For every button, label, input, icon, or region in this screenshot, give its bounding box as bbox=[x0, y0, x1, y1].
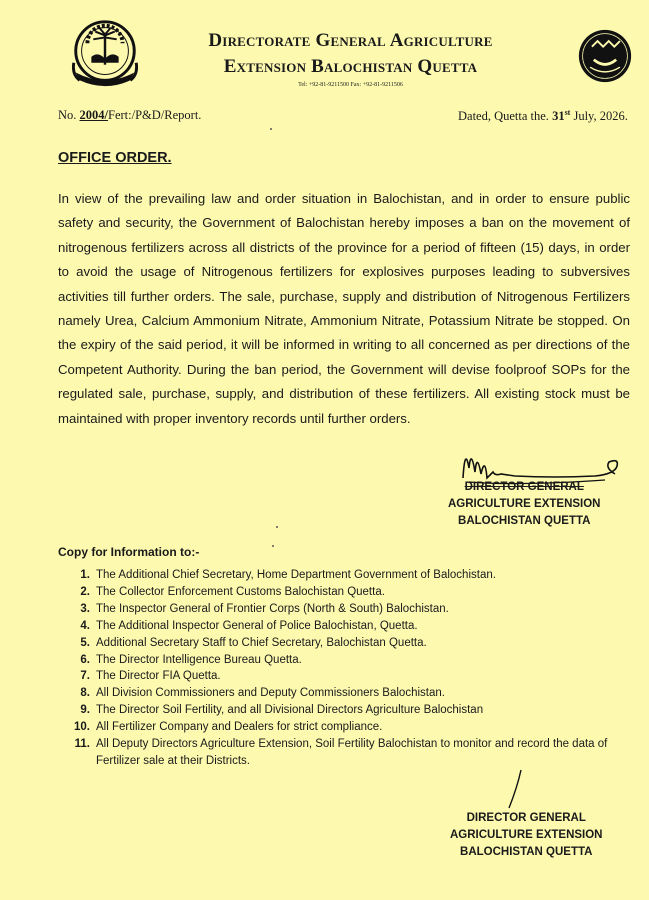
date-day-suffix: st bbox=[564, 108, 571, 117]
copy-distribution-list bbox=[58, 567, 630, 770]
list-item-text: The Director Intelligence Bureau Quetta. bbox=[96, 653, 302, 666]
list-item-number: 7. bbox=[80, 670, 90, 683]
list-item bbox=[58, 736, 630, 770]
list-item bbox=[58, 635, 630, 652]
signature-block-bottom bbox=[450, 810, 603, 861]
list-item-text: All Division Commissioners and Deputy Commissioners Balochistan. bbox=[96, 687, 445, 700]
list-item-text: The Additional Inspector General of Police Balochistan, Quetta. bbox=[96, 619, 418, 632]
organization-name-line2: Extension Balochistan Quetta bbox=[223, 56, 478, 77]
paper-speck bbox=[272, 545, 274, 547]
signatory-location: BALOCHISTAN QUETTA bbox=[460, 846, 593, 858]
list-item bbox=[58, 719, 630, 736]
list-item-number: 4. bbox=[80, 619, 90, 632]
list-item-text: The Inspector General of Frontier Corps (North & South) Balochistan. bbox=[96, 602, 449, 615]
copy-distribution-heading: Copy for Information to:- bbox=[58, 545, 200, 559]
date-day: 31 bbox=[552, 109, 565, 124]
organization-name-line1: Directorate General Agriculture bbox=[208, 30, 493, 51]
list-item-number: 9. bbox=[80, 704, 90, 717]
list-item-text: The Director Soil Fertility, and all Divisional Directors Agriculture Balochistan bbox=[96, 704, 484, 717]
reference-prefix: No. bbox=[58, 108, 80, 122]
list-item-text: All Deputy Directors Agriculture Extension, Soil Fertility Balochistan to monitor and record the data of Fertilizer sale at their Districts. bbox=[96, 738, 608, 767]
reference-number bbox=[58, 108, 201, 123]
list-item-text: The Collector Enforcement Customs Balochistan Quetta. bbox=[96, 585, 385, 598]
issue-date bbox=[458, 108, 628, 124]
signatory-location: BALOCHISTAN QUETTA bbox=[458, 515, 591, 527]
signature-block-top bbox=[448, 479, 601, 530]
list-item bbox=[58, 685, 630, 702]
reference-suffix: Fert:/P&D/Report. bbox=[108, 108, 202, 122]
list-item-text: All Fertilizer Company and Dealers for strict compliance. bbox=[96, 721, 383, 734]
signatory-title: DIRECTOR GENERAL bbox=[466, 812, 586, 824]
list-item-number: 5. bbox=[80, 636, 90, 649]
office-order-body: In view of the prevailing law and order situation in Balochistan, and in order to ensure public safety and security, the Government of Balochistan hereby imposes a ban on the movement of nitrogenous fertilizers across all districts of the province for a period of fifteen (15) days, in order to avoid the usage of Nitrogenous fertilizers for explosives purposes leading to subversives activities till further orders. The sale, purchase, supply and distribution of Nitrogenous Fertilizers namely Urea, Calcium Ammonium Nitrate, Ammonium Nitrate, Potassium Nitrate be stopped. On the expiry of the said period, it will be informed in writing to all concerned as per directions of the Competent Authority. During the ban period, the Government will devise foolproof SOPs for the regulated sale, purchase, supply, and distribution of these fertilizers. All existing stock must be maintained with proper inventory records until further orders. bbox=[58, 191, 630, 426]
list-item-text: The Additional Chief Secretary, Home Department Government of Balochistan. bbox=[96, 569, 496, 581]
signatory-department: AGRICULTURE EXTENSION bbox=[448, 498, 601, 510]
list-item bbox=[58, 601, 630, 618]
list-item-number: 8. bbox=[80, 687, 90, 700]
list-item bbox=[58, 567, 630, 584]
paper-speck bbox=[276, 526, 278, 528]
list-item bbox=[58, 702, 630, 719]
list-item-number: 1. bbox=[80, 569, 90, 581]
date-month-year: July, 2026. bbox=[570, 109, 628, 124]
contact-line: Tel: +92-81-9211500 Fax: +92-81-9211506 bbox=[298, 82, 403, 88]
list-item bbox=[58, 584, 630, 601]
paper-speck bbox=[270, 128, 272, 130]
list-item-number: 11. bbox=[74, 738, 90, 751]
list-item-number: 3. bbox=[80, 602, 90, 615]
list-item-text: The Director FIA Quetta. bbox=[96, 670, 221, 683]
signatory-department: AGRICULTURE EXTENSION bbox=[450, 829, 603, 841]
list-item-text: Additional Secretary Staff to Chief Secretary, Balochistan Quetta. bbox=[96, 636, 427, 649]
list-item-number: 6. bbox=[80, 653, 90, 666]
signature-stroke bbox=[505, 768, 525, 810]
reference-number-value: 2004/ bbox=[79, 108, 109, 122]
date-prefix: Dated, Quetta the. bbox=[458, 109, 553, 124]
list-item bbox=[58, 668, 630, 685]
balochistan-government-emblem-icon bbox=[66, 14, 144, 92]
office-order-title: OFFICE ORDER. bbox=[58, 150, 172, 166]
signatory-title: DIRECTOR GENERAL bbox=[464, 481, 584, 493]
list-item-number: 2. bbox=[80, 585, 90, 598]
list-item-number: 10. bbox=[74, 721, 90, 734]
list-item bbox=[58, 618, 630, 635]
list-item bbox=[58, 652, 630, 669]
